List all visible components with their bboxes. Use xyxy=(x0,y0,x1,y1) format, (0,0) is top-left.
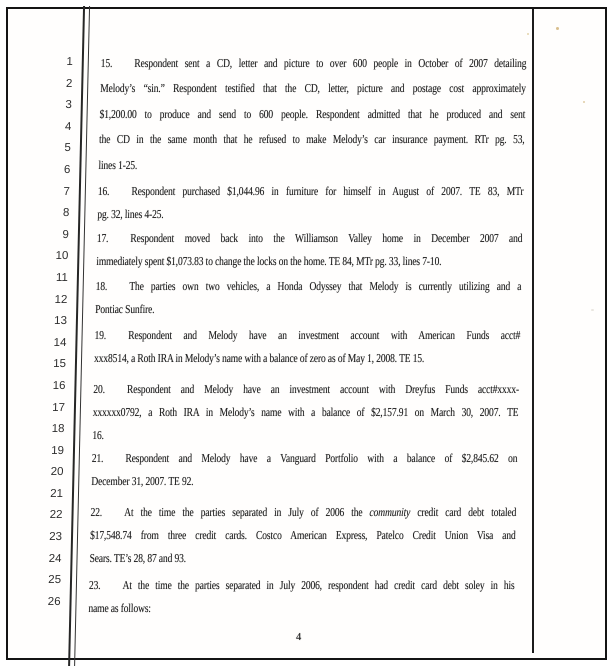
scan-speck xyxy=(583,101,585,103)
paragraph-line xyxy=(93,378,519,401)
line-number: 17 xyxy=(52,401,66,414)
paragraph-line: the CD in the same month that he refused to make Melody’s car insurance payment. RTr pg. 53, xyxy=(98,132,525,147)
paragraph-number: 16. xyxy=(97,184,110,198)
line-number: 18 xyxy=(51,423,65,436)
line-number: 16 xyxy=(52,379,66,392)
paragraph-line: pg. 32, lines 4-25. xyxy=(97,207,164,221)
paragraph-text: At the time the parties separated in July 2006, respondent had credit card debt soley in his xyxy=(122,578,515,592)
paragraph-text: Respondent moved back into the Williamson Valley home in December 2007 and xyxy=(130,231,523,245)
paragraph-line: Pontiac Sunfire. xyxy=(95,302,155,316)
line-number: 5 xyxy=(64,142,71,155)
paragraph-17 xyxy=(96,227,523,273)
paragraph-21 xyxy=(91,447,518,493)
line-number: 13 xyxy=(53,315,68,328)
paragraph-text-italic: community xyxy=(369,505,411,519)
paragraph-number: 22. xyxy=(90,505,103,519)
line-number: 3 xyxy=(65,99,72,112)
paragraph-number: 17. xyxy=(96,231,109,245)
paragraph-line: December 31, 2007. TE 92. xyxy=(91,474,194,488)
paragraph-text: Respondent and Melody have a Vanguard Portfolio with a balance of $2,845.62 on xyxy=(125,451,518,465)
paragraph-line xyxy=(90,501,516,524)
paragraph-line: $17,548.74 from three credit cards. Costco American Express, Patelco Credit Union Visa and xyxy=(89,528,516,542)
paragraph-text: Respondent and Melody have an investment account with American Funds acct# xyxy=(128,328,521,342)
line-number: 4 xyxy=(64,120,72,133)
paragraph-text: Respondent purchased $1,044.96 in furniture for himself in August of 2007. TE 83, MTr xyxy=(131,184,524,198)
paragraph-number: 18. xyxy=(95,279,108,293)
paragraph-22 xyxy=(89,501,516,570)
paragraph-20 xyxy=(92,378,519,447)
paragraph-line: name as follows: xyxy=(88,601,152,615)
paragraph-line: Sears. TE’s 28, 87 and 93. xyxy=(89,551,187,565)
line-number: 19 xyxy=(51,444,65,457)
line-number: 11 xyxy=(55,271,69,284)
paragraph-line: immediately spent $1,073.83 to change the locks on the home. TE 84, MTr pg. 33, lines 7-10. xyxy=(96,254,442,268)
paragraph-line: $1,200.00 to produce and send to 600 people. Respondent admitted that he produced and sent xyxy=(99,106,526,121)
paragraph-23 xyxy=(88,574,515,620)
paragraph-number: 23. xyxy=(88,578,101,592)
paragraph-line: xxx8514, a Roth IRA in Melody’s name with a balance of zero as of May 1, 2008. TE 15. xyxy=(93,351,425,365)
paragraph-text: Respondent and Melody have an investment account with Dreyfus Funds acct#xxxx- xyxy=(126,382,520,396)
line-number: 25 xyxy=(48,574,62,587)
line-number: 20 xyxy=(50,466,64,479)
line-number: 12 xyxy=(54,293,68,306)
line-number: 7 xyxy=(63,185,70,198)
paragraph-line xyxy=(94,324,520,347)
paragraph-line: Melody’s “sin.” Respondent testified that the CD, letter, picture and postage cost approximately xyxy=(100,81,526,96)
line-number: 9 xyxy=(62,228,70,241)
paragraph-text: At the time the parties separated in July of 2006 the xyxy=(124,505,370,519)
paragraph-line: lines 1-25. xyxy=(98,157,138,172)
paragraph-number: 20. xyxy=(93,382,106,396)
line-number: 24 xyxy=(48,552,62,565)
paragraph-number: 19. xyxy=(94,328,107,342)
scan-speck xyxy=(591,309,594,311)
scan-skew-layer xyxy=(0,9,605,658)
page-number: 4 xyxy=(296,632,302,643)
line-number: 15 xyxy=(53,358,67,371)
scan-speck xyxy=(556,27,559,30)
line-number: 8 xyxy=(62,207,70,220)
paragraph-text: The parties own two vehicles, a Honda Odyssey that Melody is currently utilizing and a xyxy=(129,279,522,293)
paragraph-18 xyxy=(95,275,522,321)
line-number: 1 xyxy=(66,56,73,68)
pleading-right-rule xyxy=(532,9,534,653)
paragraph-line xyxy=(92,447,518,470)
paragraph-text: Respondent sent a CD, letter and picture to over 600 people in October of 2007 detailing xyxy=(134,56,527,70)
line-number: 10 xyxy=(55,250,69,263)
paragraph-number: 15. xyxy=(100,56,113,70)
paragraph-text: credit card debt totaled xyxy=(410,505,517,519)
line-number: 2 xyxy=(65,77,73,90)
paragraph-line xyxy=(97,227,523,250)
line-number: 26 xyxy=(47,595,61,608)
paragraph-number: 21. xyxy=(91,451,104,465)
scan-speck xyxy=(527,33,529,35)
paragraph-line: xxxxxx0792, a Roth IRA in Melody’s name with a balance of $2,157.91 on March 30, 2007. TE xyxy=(92,405,519,419)
paragraph-line xyxy=(98,180,524,203)
paragraph-line xyxy=(100,51,526,76)
paragraph-19 xyxy=(94,324,521,370)
line-number-gutter xyxy=(32,56,73,617)
line-number: 6 xyxy=(63,163,71,176)
paragraph-15 xyxy=(98,51,526,178)
line-number: 14 xyxy=(53,336,67,349)
line-number: 21 xyxy=(50,487,64,500)
line-number: 23 xyxy=(49,531,63,544)
paragraph-16 xyxy=(97,180,524,226)
line-number: 22 xyxy=(49,509,63,522)
paragraph-line xyxy=(89,574,515,597)
paragraph-line xyxy=(95,275,521,298)
paragraph-line: 16. xyxy=(92,428,105,442)
scanned-page-frame xyxy=(6,7,607,660)
